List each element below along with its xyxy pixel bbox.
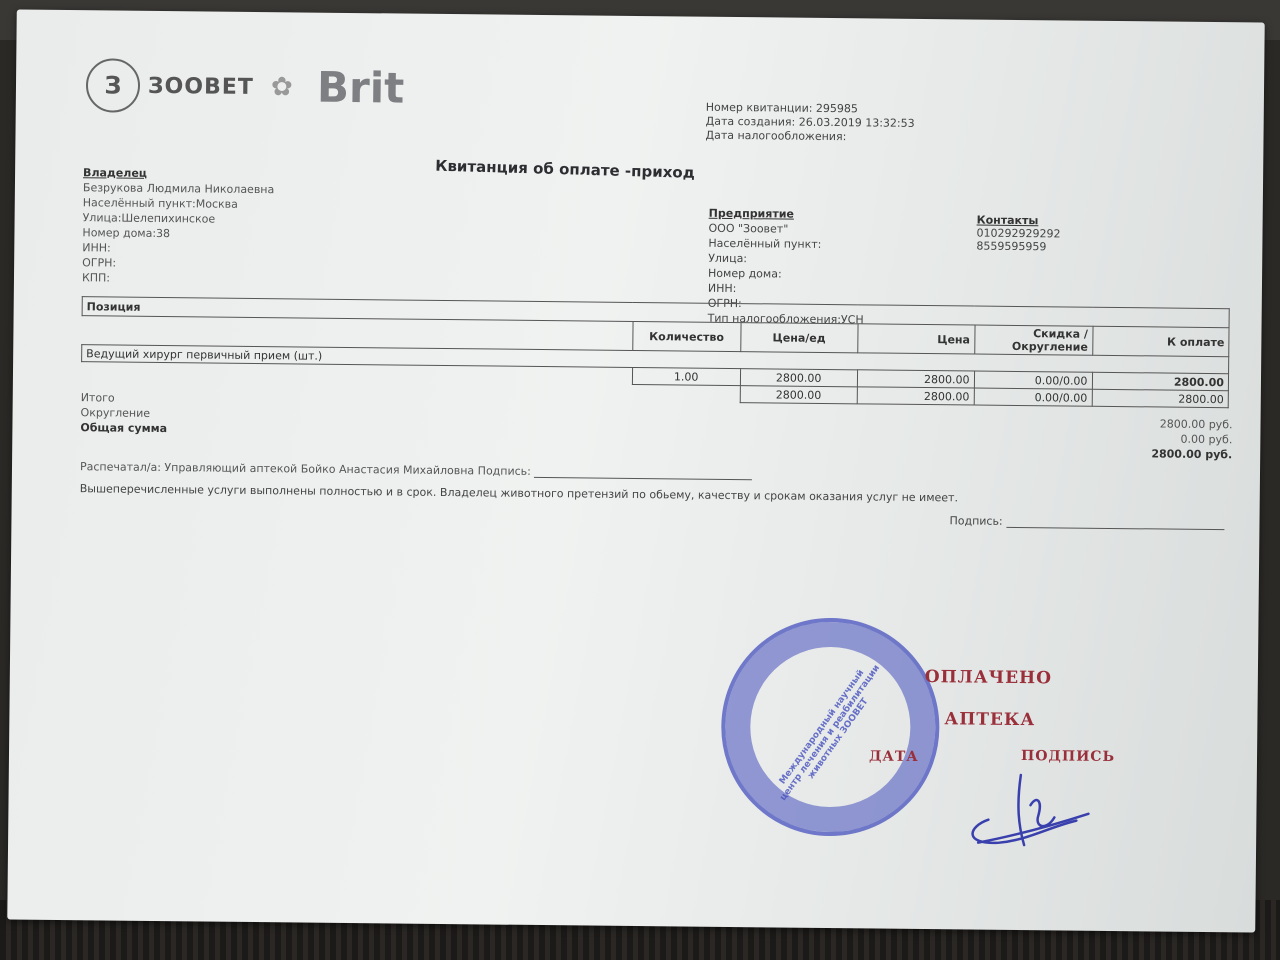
rounding-label: Округление <box>80 406 151 420</box>
service-note: Вышеперечисленные услуги выполнены полностью и в срок. Владелец животного претензий по обьему, качеству и срокам оказания услуг не имеет. <box>79 482 959 505</box>
owner-line: Безрукова Людмила Николаевна <box>82 181 275 197</box>
subtotal-price: 2800.00 <box>857 387 974 405</box>
owner-line: КПП: <box>81 271 111 285</box>
paid-stamp-text: ОПЛАЧЕНО <box>924 667 1053 689</box>
zoovet-emblem-icon: З <box>86 58 141 113</box>
brit-logo-text: Brit <box>316 62 405 113</box>
col-to-pay-header: К оплате <box>1092 326 1229 356</box>
company-line: Тип налогообложения:УСН <box>707 311 864 327</box>
signature-label: Подпись: <box>949 514 1003 528</box>
company-line: ИНН: <box>707 281 737 296</box>
col-unit-price-header: Цена/ед <box>741 323 858 353</box>
col-qty-header: Количество <box>632 321 740 351</box>
subtotal-unit-price: 2800.00 <box>740 386 857 404</box>
owner-line: Улица:Шелепихинское <box>82 211 216 226</box>
owner-line: Населённый пункт:Москва <box>82 196 238 211</box>
brit-logo <box>271 62 405 112</box>
owner-line: ИНН: <box>82 241 111 255</box>
owner-line: Номер дома:38 <box>82 226 171 241</box>
handwritten-signature <box>958 764 1099 855</box>
receipt-meta <box>705 101 914 145</box>
position-header: Позиция <box>82 297 1229 328</box>
itogo-value: 2800.00 руб. <box>1159 417 1233 432</box>
total-sum-value: 2800.00 руб. <box>1151 447 1233 462</box>
company-line: Улица: <box>708 251 748 266</box>
pharmacy-stamp-text: АПТЕКА <box>944 709 1036 731</box>
document-title: Квитанция об оплате -приход <box>434 156 696 182</box>
brit-paw-icon: ✿ <box>270 71 293 102</box>
owner-line: ОГРН: <box>82 256 117 270</box>
receipt-created-date: Дата создания: 26.03.2019 13:32:53 <box>705 114 915 130</box>
rounding-value: 0.00 руб. <box>1180 432 1233 447</box>
contacts-block <box>976 214 1060 254</box>
owner-signature-line <box>949 514 1224 530</box>
zoovet-logo-text: ЗООВЕТ <box>147 73 254 100</box>
subtotal-discount: 0.00/0.00 <box>974 388 1092 406</box>
date-stamp-text: ДАТА <box>868 748 919 765</box>
owner-signature-underline <box>1006 517 1224 530</box>
company-line: Номер дома: <box>708 266 782 281</box>
contact-phone: 8559595959 <box>976 239 1047 254</box>
signature-stamp-text: ПОДПИСЬ <box>1020 748 1116 766</box>
col-discount-header: Скидка / Округление <box>974 325 1092 355</box>
item-unit-price: 2800.00 <box>740 369 857 387</box>
zoovet-logo <box>86 58 254 114</box>
item-to-pay: 2800.00 <box>1092 372 1229 390</box>
col-price-header: Цена <box>857 324 974 354</box>
receipt-number: Номер квитанции: 295985 <box>705 100 859 116</box>
printed-by-text: Распечатал/а: Управляющий аптекой Бойко Анастасия Михайловна Подпись: <box>79 460 531 478</box>
item-name: Ведущий хирург первичный прием (шт.) <box>82 345 1229 374</box>
contacts-header: Контакты <box>976 213 1039 228</box>
owner-header: Владелец <box>83 166 148 180</box>
totals-block <box>80 390 1233 462</box>
subtotal-to-pay: 2800.00 <box>1092 389 1229 407</box>
item-qty: 1.00 <box>632 367 740 385</box>
itogo-label: Итого <box>80 391 115 405</box>
printed-by-line <box>80 460 753 480</box>
owner-block <box>82 165 275 287</box>
item-discount: 0.00/0.00 <box>974 371 1092 389</box>
company-header: Предприятие <box>708 206 794 221</box>
company-line: Населённый пункт: <box>708 236 822 251</box>
receipt-paper <box>7 9 1264 932</box>
contact-phone: 010292929292 <box>976 226 1061 241</box>
total-sum-label: Общая сумма <box>80 421 168 436</box>
company-line: ОГРН: <box>707 296 742 311</box>
stamp-text: Международный научный центр лечения и реабилитации животных ЗООВЕТ <box>777 663 883 803</box>
printed-by-signature-line <box>534 467 752 480</box>
item-price: 2800.00 <box>857 370 974 388</box>
receipt-tax-date: Дата налогообложения: <box>705 128 847 144</box>
company-line: ООО "Зоовет" <box>708 221 789 236</box>
